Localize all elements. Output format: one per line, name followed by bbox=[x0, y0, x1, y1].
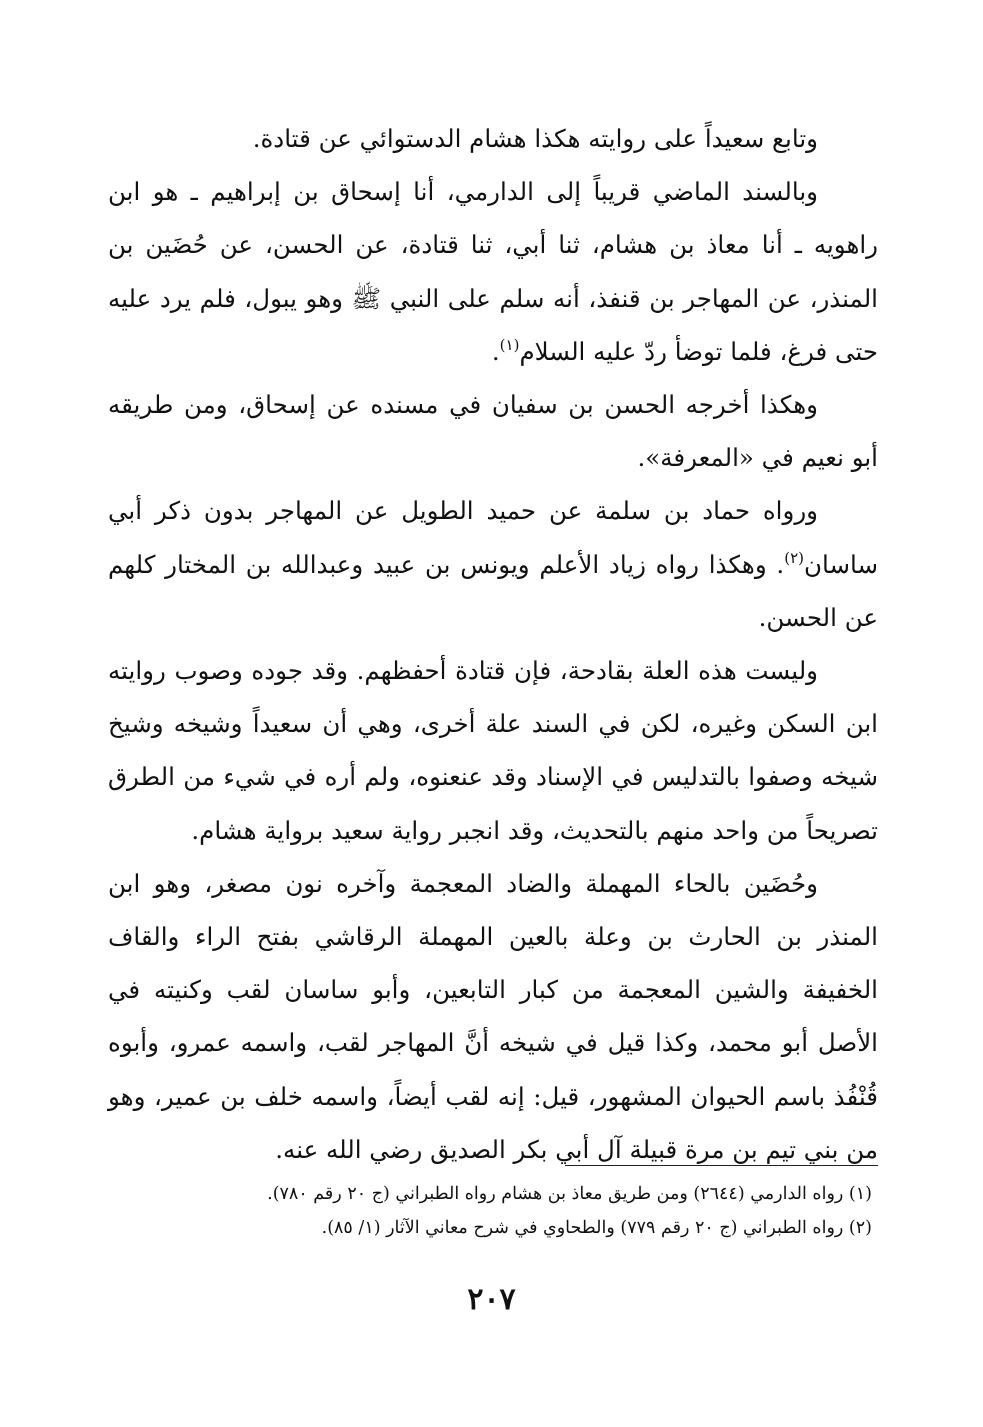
footnote-1: (١) رواه الدارمي (٢٦٤٤) ومن طريق معاذ بن هشام رواه الطبراني (ج ٢٠ رقم ٧٨٠). bbox=[267, 1184, 872, 1204]
footnotes bbox=[108, 1177, 878, 1245]
footnote-2: (٢) رواه الطبراني (ج ٢٠ رقم ٧٧٩) والطحاوي في شرح معاني الآثار (١/ ٨٥). bbox=[321, 1218, 872, 1238]
footnote-reference-2: (٢) bbox=[784, 548, 805, 567]
paragraph-6: وحُضَين بالحاء المهملة والضاد المعجمة وآخره نون مصغر، وهو ابن المنذر بن الحارث بن وعلة بالعين المهملة الرقاشي بفتح الراء والقاف الخفيفة والشين المعجمة من كبار التابعين، وأبو ساسان لقب وكنيته في الأصل أبو محمد، وكذا قيل في شيخه أنَّ المهاجر لقب، واسمه عمرو، وأبوه قُنْفُذ باسم الحيوان المشهور، قيل: إنه لقب أيضاً، واسمه خلف بن عمير، وهو من بني تيم بن مرة قبيلة آل أبي بكر الصديق رضي الله عنه. bbox=[108, 868, 878, 1164]
paragraph-2: وبالسند الماضي قريباً إلى الدارمي، أنا إسحاق بن إبراهيم ـ هو ابن راهويه ـ أنا معاذ بن هشام، ثنا أبي، ثنا قتادة، عن الحسن، عن حُضَين بن المنذر، عن المهاجر بن قنفذ، أنه سلم على النبي ﷺ وهو يبول، فلم يرد عليه حتى فرغ، فلما توضأ ردّ عليه السلام$^{(١)}$. bbox=[108, 177, 878, 366]
paragraph-3: وهكذا أخرجه الحسن بن سفيان في مسنده عن إسحاق، ومن طريقه أبو نعيم في «المعرفة». bbox=[108, 390, 878, 473]
footnote-reference-1: (١) bbox=[499, 335, 520, 354]
page-number: ٢٠٧ bbox=[467, 1282, 516, 1317]
main-text bbox=[108, 112, 878, 1176]
paragraph-5: وليست هذه العلة بقادحة، فإن قتادة أحفظهم. وقد جوده وصوب روايته ابن السكن وغيره، لكن في السند علة أخرى، وهي أن سعيداً وشيخه وشيخ شيخه وصفوا بالتدليس في الإسناد وقد عنعنوه، ولم أره في شيء من الطرق تصريحاً من واحد منهم بالتحديث، وقد انجبر رواية سعيد برواية هشام. bbox=[108, 656, 878, 845]
paragraph-4: ورواه حماد بن سلمة عن حميد الطويل عن المهاجر بدون ذكر أبي ساسان$^{(٢)}$. وهكذا رواه زياد الأعلم ويونس بن عبيد وعبدالله بن المختار كلهم عن الحسن. bbox=[108, 496, 878, 632]
paragraph-1: وتابع سعيداً على روايته هكذا هشام الدستوائي عن قتادة. bbox=[252, 124, 818, 153]
footnote-divider bbox=[565, 1165, 878, 1166]
